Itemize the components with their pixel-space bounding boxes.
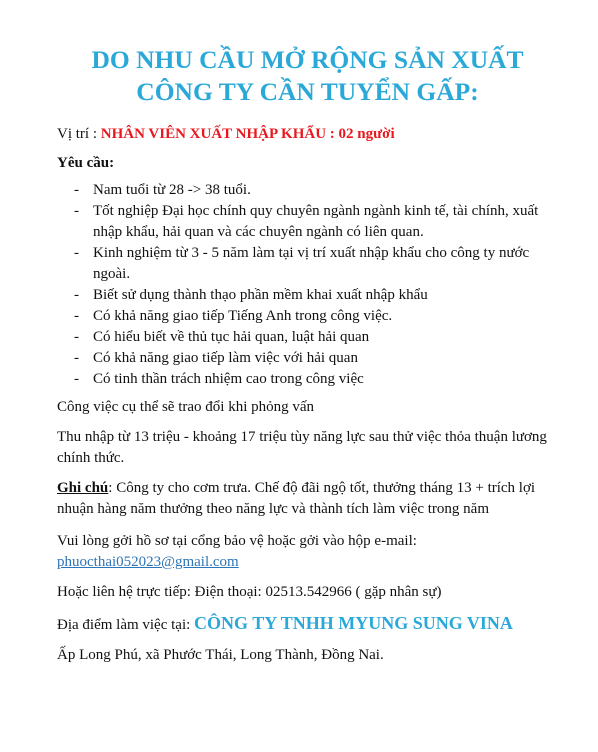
- position-line: [57, 124, 558, 144]
- requirement-text: Có khả năng giao tiếp Tiếng Anh trong công việc.: [93, 308, 393, 324]
- requirement-text: Biết sử dụng thành thạo phần mềm khai xuất nhập khẩu: [93, 287, 428, 303]
- company-name: CÔNG TY TNHH MYUNG SUNG VINA: [194, 613, 513, 633]
- requirement-text: Tốt nghiệp Đại học chính quy chuyên ngành ngành kinh tế, tài chính, xuất nhập khẩu, hải quan và các chuyên ngành có liên quan.: [93, 203, 539, 240]
- headline-line-1: DO NHU CẦU MỞ RỘNG SẢN XUẤT: [91, 45, 524, 74]
- position-value: NHÂN VIÊN XUẤT NHẬP KHẨU : 02 người: [100, 126, 395, 142]
- bullet-dash: -: [74, 350, 79, 366]
- requirements-heading: Yêu cầu:: [57, 155, 115, 171]
- requirements-list: [57, 180, 558, 390]
- apply-instructions: [57, 531, 558, 574]
- position-label: Vị trí :: [57, 126, 101, 142]
- bullet-dash: -: [74, 371, 79, 387]
- list-item: [57, 348, 558, 369]
- note-text: : Công ty cho cơm trưa. Chế độ đãi ngộ tốt, thưởng tháng 13 + trích lợi nhuận hàng năm thưởng theo năng lực và thành tích làm việc trong năm: [57, 479, 536, 517]
- list-item: [57, 243, 558, 285]
- bullet-dash: -: [74, 203, 79, 219]
- bullet-dash: -: [74, 182, 79, 198]
- income-info: Thu nhập từ 13 triệu - khoảng 17 triệu tùy năng lực sau thử việc thỏa thuận lương chính thức.: [57, 428, 547, 466]
- benefits-note: [57, 478, 558, 521]
- list-item: [57, 201, 558, 243]
- contact-phone: Hoặc liên hệ trực tiếp: Điện thoại: 02513.542966 ( gặp nhân sự): [57, 583, 442, 600]
- list-item: [57, 285, 558, 306]
- requirement-text: Có hiểu biết về thủ tục hải quan, luật hải quan: [93, 329, 370, 345]
- requirement-text: Có tinh thần trách nhiệm cao trong công việc: [93, 371, 364, 387]
- headline-line-2: CÔNG TY CẦN TUYỂN GẤP:: [136, 77, 479, 106]
- work-location: [57, 613, 558, 637]
- bullet-dash: -: [74, 287, 79, 303]
- list-item: [57, 180, 558, 201]
- email-link[interactable]: phuocthai052023@gmail.com: [57, 554, 239, 570]
- requirement-text: Kinh nghiệm từ 3 - 5 năm làm tại vị trí xuất nhập khẩu cho công ty nước ngoài.: [93, 245, 530, 282]
- bullet-dash: -: [74, 308, 79, 324]
- list-item: [57, 327, 558, 348]
- requirement-text: Có khả năng giao tiếp làm việc với hải quan: [93, 350, 358, 366]
- location-label: Địa điểm làm việc tại:: [57, 617, 195, 633]
- bullet-dash: -: [74, 329, 79, 345]
- apply-text: Vui lòng gởi hồ sơ tại cổng bảo vệ hoặc gởi vào hộp e-mail:: [57, 532, 417, 549]
- work-note: Công việc cụ thể sẽ trao đổi khi phỏng vấn: [57, 399, 315, 415]
- company-address: Ấp Long Phú, xã Phước Thái, Long Thành, Đồng Nai.: [57, 646, 384, 663]
- requirement-text: Nam tuổi từ 28 -> 38 tuổi.: [93, 182, 251, 198]
- note-label: Ghi chú: [57, 479, 109, 496]
- list-item: [57, 369, 558, 390]
- bullet-dash: -: [74, 245, 79, 261]
- list-item: [57, 306, 558, 327]
